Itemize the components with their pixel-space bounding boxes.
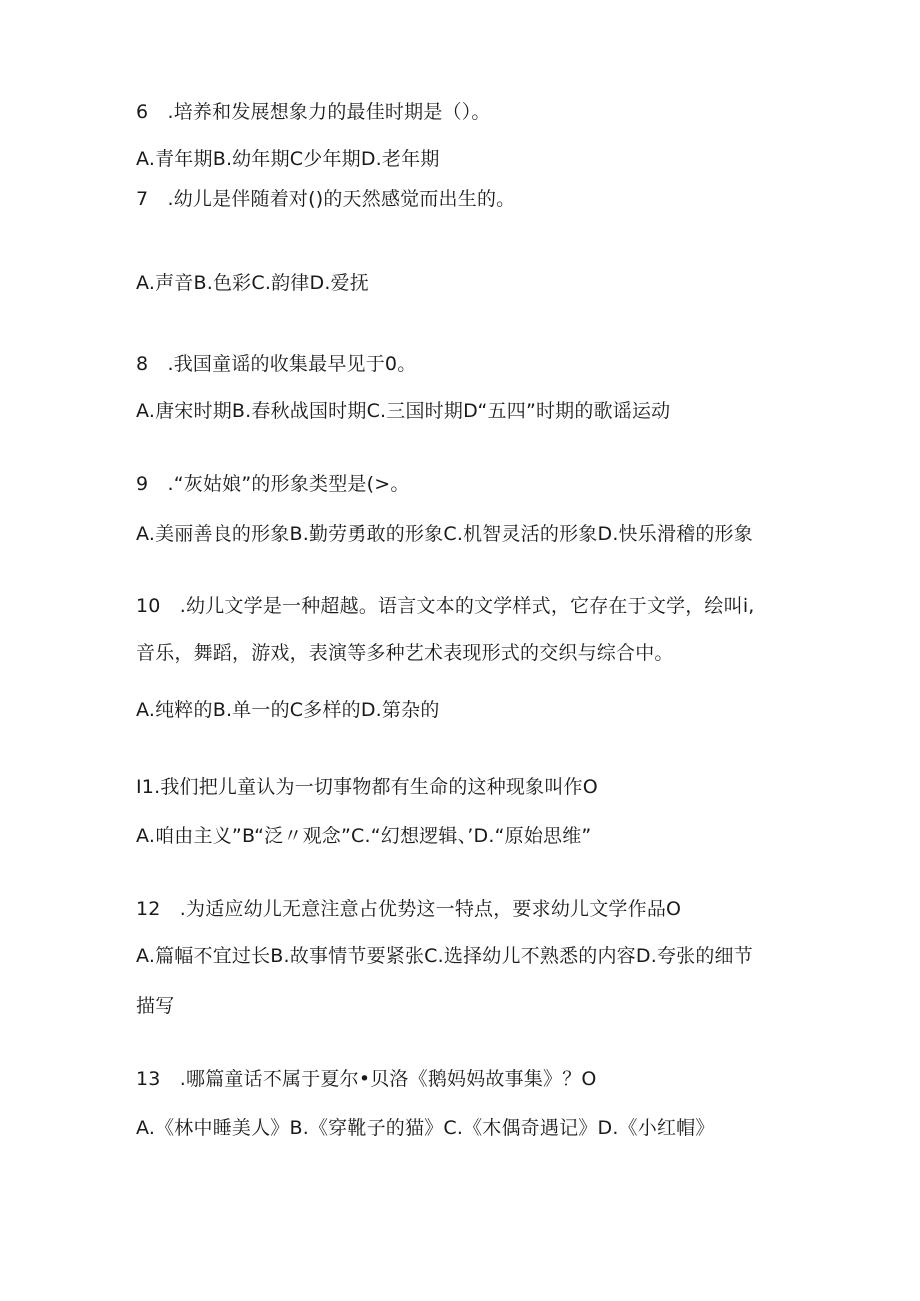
question-8-options: A.唐宋时期B.春秋战国时期C.三国时期D“五四”时期的歌谣运动 bbox=[136, 400, 671, 422]
question-10-continued: 音乐，舞蹈，游戏，表演等多种艺术表现形式的交织与综合中。 bbox=[136, 642, 674, 664]
question-7: 7 .幼儿是伴随着对()的天然感觉而出生的。 bbox=[136, 188, 516, 210]
question-11-options: A.咱由主义”B“泛〃观念”C.“幻想逻辑、’D.“原始思维” bbox=[136, 825, 592, 847]
question-11: I1.我们把儿童认为一切事物都有生命的这种现象叫作O bbox=[136, 776, 598, 798]
question-8: 8 .我国童谣的收集最早见于0。 bbox=[136, 353, 417, 375]
question-13-options: A.《林中睡美人》B.《穿靴子的猫》C.《木偶奇遇记》D.《小红帽》 bbox=[136, 1117, 715, 1139]
question-10-options: A.纯粹的B.单一的C多样的D.第杂的 bbox=[136, 699, 440, 721]
question-6-options: A.青年期B.幼年期C少年期D.老年期 bbox=[136, 148, 440, 170]
question-9-options: A.美丽善良的形象B.勤劳勇敢的形象C.机智灵活的形象D.快乐滑稽的形象 bbox=[136, 523, 753, 545]
question-12: 12 .为适应幼儿无意注意占优势这一特点，要求幼儿文学作品O bbox=[136, 898, 682, 920]
question-13: 13 .哪篇童话不属于夏尔•贝洛《鹅妈妈故事集》？O bbox=[136, 1068, 597, 1090]
question-12-options-continued: 描写 bbox=[136, 995, 175, 1017]
question-12-options: A.篇幅不宜过长B.故事情节要紧张C.选择幼儿不熟悉的内容D.夸张的细节 bbox=[136, 945, 753, 967]
question-7-options: A.声音B.色彩C.韵律D.爱抚 bbox=[136, 272, 369, 294]
question-9: 9 .“灰姑娘”的形象类型是(>。 bbox=[136, 473, 410, 495]
question-6: 6 .培养和发展想象力的最佳时期是（）。 bbox=[136, 101, 491, 123]
question-10: 10 .幼儿文学是一种超越。语言文本的文学样式，它存在于文学，绘叫і, bbox=[136, 595, 755, 617]
